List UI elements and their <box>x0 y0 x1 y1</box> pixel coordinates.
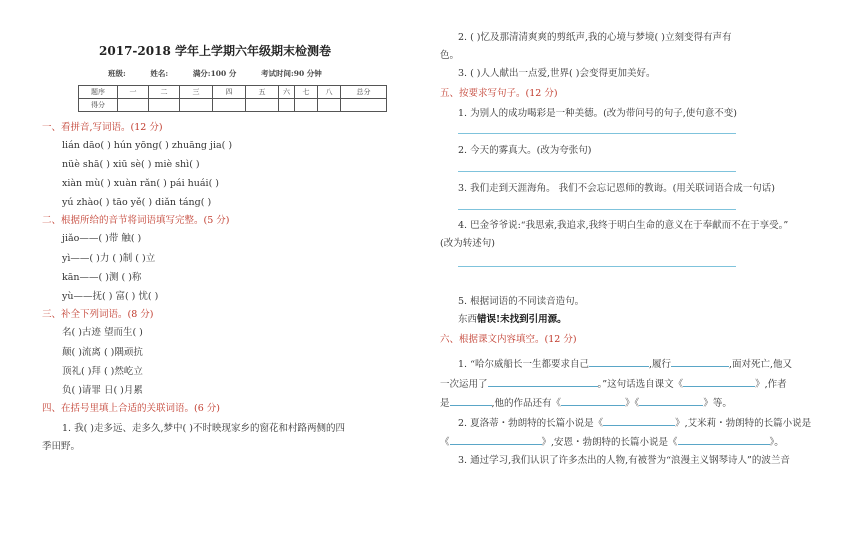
answer-line[interactable] <box>458 209 736 210</box>
word-dongxi: 东西 <box>458 314 478 325</box>
fill-q1-cont <box>440 377 787 391</box>
score-cell[interactable] <box>118 99 149 112</box>
blank[interactable] <box>561 396 625 406</box>
score-header-row <box>79 86 387 99</box>
conjunction-q2-cont: 色。 <box>440 50 460 61</box>
fill-q1-text: 。”这句话选自课文《 <box>597 379 684 390</box>
score-header-cell: 八 <box>318 86 341 99</box>
score-header-cell: 五 <box>246 86 279 99</box>
name-label: 姓名: <box>150 69 169 78</box>
conjunction-q1: 1. 我( )走多远、走多久,梦中( )不时映现家乡的窗花和村路两侧的四 <box>62 423 345 434</box>
score-header-cell: 二 <box>149 86 180 99</box>
fill-q2-text: 2. 夏洛蒂・勃朗特的长篇小说是《 <box>458 418 604 429</box>
class-label: 班级: <box>108 69 126 78</box>
fill-q1-text: 是 <box>440 398 450 409</box>
blank[interactable] <box>488 377 598 387</box>
conjunction-q2: 2. ( )忆及那清清爽爽的剪纸声,我的心境与梦境( )立刻变得有声有 <box>458 32 732 43</box>
fill-q1-text: 1. “哈尔威船长一生都要求自己 <box>458 359 589 370</box>
pinyin-line: yú zhào( ) tāo yě( ) diǎn táng( ) <box>62 197 212 208</box>
fill-q1-text: ,面对死亡,他又 <box>728 359 793 370</box>
section-3-title: 三、补全下列词语。(8 分) <box>42 309 154 320</box>
blank[interactable] <box>671 357 729 367</box>
exam-time: 考试时间:90 分钟 <box>260 69 322 78</box>
section-1-title: 一、看拼音,写词语。(12 分) <box>42 122 163 133</box>
fill-q1-text: 》,作者 <box>755 379 787 390</box>
sentence-q2: 2. 今天的雾真大。(改为夸张句) <box>458 145 592 156</box>
answer-line[interactable] <box>458 133 736 134</box>
blank[interactable] <box>678 435 770 445</box>
score-cell[interactable] <box>149 99 180 112</box>
section-2-title: 二、根据所给的音节将词语填写完整。(5 分) <box>42 215 230 226</box>
fill-q1-text: 》等。 <box>703 398 732 409</box>
sentence-q4-cont: (改为转述句) <box>440 238 495 249</box>
score-header-cell: 四 <box>213 86 246 99</box>
exam-meta <box>108 68 344 79</box>
reference-error: 错误!未找到引用源。 <box>477 314 567 325</box>
score-header-cell: 三 <box>180 86 213 99</box>
fill-q1-text: 》《 <box>625 398 640 409</box>
blank[interactable] <box>450 435 542 445</box>
syllable-line: kān——( )测 ( )称 <box>62 272 142 283</box>
score-header-cell: 六 <box>279 86 295 99</box>
score-cell[interactable] <box>180 99 213 112</box>
idiom-line: 顶礼( )拜 ( )然屹立 <box>62 366 143 377</box>
idiom-line: 负( )请罪 日( )月累 <box>62 385 143 396</box>
fill-q2 <box>458 416 811 430</box>
score-row-label: 得分 <box>79 99 118 112</box>
score-cell[interactable] <box>213 99 246 112</box>
score-cell[interactable] <box>341 99 387 112</box>
pinyin-line: nüè shā( ) xiū sè( ) miè shì( ) <box>62 159 200 170</box>
section-6-title: 六、根据课文内容填空。(12 分) <box>440 334 577 345</box>
blank[interactable] <box>683 377 755 387</box>
section-5-title: 五、按要求写句子。(12 分) <box>440 88 558 99</box>
fill-q2-text: 》,安恩・勃朗特的长篇小说是《 <box>541 437 678 448</box>
exam-title: 2017-2018 学年上学期六年级期末检测卷 <box>99 44 331 58</box>
idiom-line: 名( )古迹 望而生( ) <box>62 327 143 338</box>
sentence-q5-word <box>458 314 567 326</box>
fill-q1-text: ,他的作品还有《 <box>491 398 562 409</box>
score-value-row <box>79 99 387 112</box>
score-cell[interactable] <box>279 99 295 112</box>
sentence-q5: 5. 根据词语的不同读音造句。 <box>458 296 585 307</box>
answer-line[interactable] <box>458 266 736 267</box>
pinyin-line: lián dāo( ) hún yōng( ) zhuāng jia( ) <box>62 140 233 151</box>
fill-q2-cont <box>440 435 784 449</box>
fill-q2-text: 《 <box>440 437 450 448</box>
fill-q1-text: ,履行 <box>648 359 671 370</box>
blank[interactable] <box>603 416 675 426</box>
fill-q1 <box>458 357 792 371</box>
score-header-cell: 题序 <box>79 86 118 99</box>
conjunction-q1-cont: 季田野。 <box>42 441 81 452</box>
fill-q2-text: 》。 <box>769 437 784 448</box>
syllable-line: yì——( )力 ( )制 ( )立 <box>62 253 156 264</box>
fill-q2-text: 》,艾米莉・勃朗特的长篇小说是 <box>675 418 812 429</box>
score-header-cell: 总分 <box>341 86 387 99</box>
fill-q3: 3. 通过学习,我们认识了许多杰出的人物,有被誉为“浪漫主义钢琴诗人”的波兰音 <box>458 455 790 466</box>
blank[interactable] <box>639 396 703 406</box>
sentence-q3: 3. 我们走到天涯海角。 我们不会忘记恩师的教诲。(用关联词语合成一句话) <box>458 183 776 194</box>
score-table <box>78 85 387 112</box>
score-header-cell: 七 <box>295 86 318 99</box>
score-cell[interactable] <box>295 99 318 112</box>
sentence-q4: 4. 巴金爷爷说:“我思索,我追求,我终于明白生命的意义在于奉献而不在于享受。” <box>458 220 789 231</box>
section-4-title: 四、在括号里填上合适的关联词语。(6 分) <box>42 403 220 414</box>
sentence-q1: 1. 为别人的成功喝彩是一种美德。(改为带问号的句子,使句意不变) <box>458 108 738 119</box>
syllable-line: jiǎo——( )带 触( ) <box>62 233 142 244</box>
conjunction-q3: 3. ( )人人献出一点爱,世界( )会变得更加美好。 <box>458 68 656 79</box>
pinyin-line: xiàn mù( ) xuàn rǎn( ) pái huái( ) <box>62 178 220 189</box>
answer-line[interactable] <box>458 171 736 172</box>
syllable-line: yù——抚( ) 富( ) 忧( ) <box>62 291 159 302</box>
blank[interactable] <box>450 396 492 406</box>
idiom-line: 颠( )流离 ( )隅顽抗 <box>62 347 143 358</box>
fill-q1-cont2 <box>440 396 732 410</box>
score-cell[interactable] <box>246 99 279 112</box>
full-marks: 满分:100 分 <box>192 69 237 78</box>
score-cell[interactable] <box>318 99 341 112</box>
score-header-cell: 一 <box>118 86 149 99</box>
fill-q1-text: 一次运用了 <box>440 379 488 390</box>
blank[interactable] <box>589 357 649 367</box>
